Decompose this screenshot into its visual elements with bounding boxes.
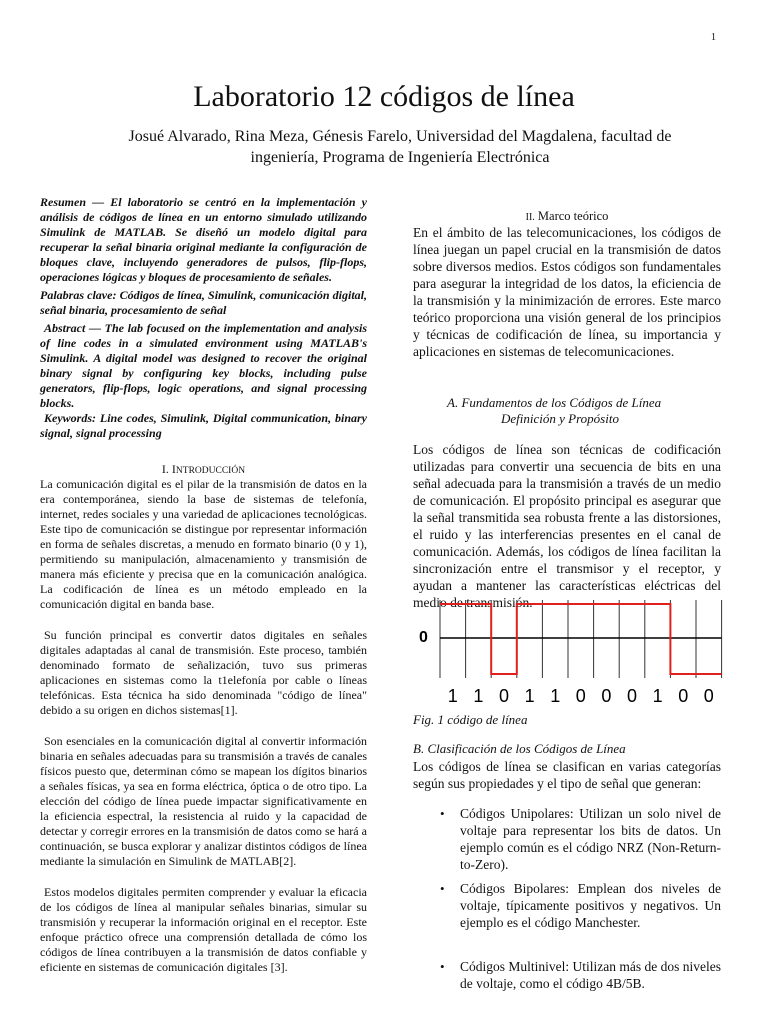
intro-title-initial: I xyxy=(171,462,176,476)
figure-grid xyxy=(440,600,722,678)
intro-body xyxy=(40,477,367,975)
intro-title-rest: NTRODUCCIÓN xyxy=(175,466,246,476)
subsection-a-text: Los códigos de línea son técnicas de codificación utilizadas para convertir una secuencia de bits en una señal adecuada para la transmisión a través de un medio de comunicación. El propósito principal es asegurar que la señal transmitida sea robusta frente a las distorsiones, el ruido y las interferencias presentes en el canal de comunicación. Además, los códigos de línea facilitan la sincronización entre el transmisor y el receptor, y ayudan a mantener las características eléctricas del medio de transmisión. xyxy=(413,442,721,610)
resumen-text: Resumen — El laboratorio se centró en la implementación y análisis de códigos de línea en un entorno simulado utilizando Simulink de MATLAB. Se diseñó un modelo digital para recuperar la señal binaria original mediante la configuración de bloques clave, incluyendo generadores de pulsos, flip-flops, operaciones lógicas y bloques de procesamiento de señales. xyxy=(40,195,367,284)
bit-labels xyxy=(448,686,714,706)
bit-label: 0 xyxy=(601,686,612,706)
bit-label: 0 xyxy=(575,686,586,706)
figure-y-label: 0 xyxy=(419,629,428,646)
intro-paragraph-1: La comunicación digital es el pilar de la transmisión de datos en la era contemporánea, siendo la base de sistemas de telefonía, internet, redes sociales y una variedad de aplicaciones tecnológicas. Este tipo de comunicación se distingue por representar información en forma de señales discretas, a menudo en formato binario (0 y 1), permitiendo su manipulación, almacenamiento y transmisión de manera más eficiente y precisa que en la comunicación analógica. La codificación de línea es un método empleado en la comunicación digital en banda base. xyxy=(40,477,367,611)
palabras-clave: Palabras clave: Códigos de línea, Simulink, comunicación digital, señal binaria, procesamiento de señal xyxy=(40,288,367,317)
bit-label: 1 xyxy=(473,686,484,706)
line-code-figure xyxy=(412,598,724,708)
figure-caption: Fig. 1 código de línea xyxy=(413,712,528,727)
bullet-icon: • xyxy=(440,881,445,896)
subsection-b-heading: B. Clasificación de los Códigos de Línea xyxy=(413,741,626,756)
intro-paragraph-4: Estos modelos digitales permiten comprender y evaluar la eficacia de los códigos de línea al manipular señales binarias, simular su transmisión y recuperar la información original en el receptor. Este enfoque práctico ofrece una comprensión detallada de cómo los códigos de línea contribuyen a la transmisión de datos confiable y eficiente en sistemas de comunicación digitales [3]. xyxy=(40,885,367,974)
bullet-icon: • xyxy=(440,806,445,821)
resumen xyxy=(40,195,367,441)
bit-label: 1 xyxy=(550,686,561,706)
subsection-a-heading xyxy=(447,395,737,427)
intro-paragraph-3: Son esenciales en la comunicación digital al convertir información binaria en señales adecuadas para su transmisión a través de canales físicos puesto que, determinan cómo se mapean los dígitos binarios a señales físicas, ya sea en forma eléctrica, óptica o de otro tipo. La elección del código de línea puede impactar significativamente en la eficiencia espectral, la resistencia al ruido y la capacidad de detectar y corregir errores en la transmisión de datos como se hará a continuación, se busca explorar y analizar distintos códigos de línea mediante la simulación en Simulink de MATLAB[2]. xyxy=(40,734,367,868)
bit-label: 0 xyxy=(498,686,510,706)
bit-label: 0 xyxy=(703,686,714,706)
bit-label: 1 xyxy=(652,686,663,706)
bit-label: 1 xyxy=(447,686,458,706)
signal-waveform xyxy=(440,604,722,674)
abstract-text: Abstract — The lab focused on the implementation and analysis of line codes in a simulated environment using MATLAB's Simulink. A digital model was designed to recover the original binary signal by configuring key blocks, including pulse generators, flip-flops, logic operations, and signal processing blocks. xyxy=(40,321,367,410)
marco-heading xyxy=(413,209,721,224)
page-number: 1 xyxy=(711,32,716,43)
bit-label: 0 xyxy=(626,686,638,706)
authors: Josué Alvarado, Rina Meza, Génesis Farelo, Universidad del Magdalena, facultad de ingeniería, Programa de Ingeniería Electrónica xyxy=(128,128,672,166)
bullet-text: Códigos Multinivel: Utilizan más de dos niveles de voltaje, como el código 4B/5B. xyxy=(460,959,721,991)
paper-title: Laboratorio 12 códigos de línea xyxy=(193,80,575,113)
subsection-b-text: Los códigos de línea se clasifican en varias categorías según sus propiedades y el tipo de señal que generan: xyxy=(413,759,721,791)
marco-text: En el ámbito de las telecomunicaciones, los códigos de línea juegan un papel crucial en la transmisión de datos sobre diversos medios. Estos códigos son fundamentales para asegurar la integridad de los datos, la eficiencia de la transmisión y la minimización de errores. Este marco teórico proporciona una visión general de los principios y técnicas de codificación de línea, su importancia y aplicaciones en sistemas de telecomunicaciones. xyxy=(413,225,721,359)
intro-heading xyxy=(40,462,367,477)
bullet-text: Códigos Bipolares: Emplean dos niveles de voltaje, típicamente positivos y negativos. Un ejemplo es el código Manchester. xyxy=(460,881,721,930)
subsection-a-line1: A. Fundamentos de los Códigos de Línea xyxy=(447,395,662,410)
marco-title: Marco teórico xyxy=(537,209,609,223)
bit-label: 0 xyxy=(678,686,689,706)
subsection-a-line2: Definición y Propósito xyxy=(501,411,619,426)
bit-label: 1 xyxy=(524,686,535,706)
intro-number: I. xyxy=(161,462,169,476)
keywords: Keywords: Line codes, Simulink, Digital communication, binary signal, signal processing xyxy=(40,411,367,440)
bullet-icon: • xyxy=(440,959,445,974)
bullet-text: Códigos Unipolares: Utilizan un solo nivel de voltaje para representar los bits de datos. Un ejemplo común es el código NRZ (Non-Return-to-Zero). xyxy=(460,806,721,872)
marco-number: II. xyxy=(525,212,535,223)
intro-paragraph-2: Su función principal es convertir datos digitales en señales digitales adaptadas al canal de transmisión. Este proceso, también denominado formato de señalización, tuvo sus primeras aplicaciones en sistemas como la t1elefonía por cable o líneas telefónicas. Esta técnica ha sido denominada "código de línea" debido a su origen en dichos sistemas[1]. xyxy=(40,628,367,717)
